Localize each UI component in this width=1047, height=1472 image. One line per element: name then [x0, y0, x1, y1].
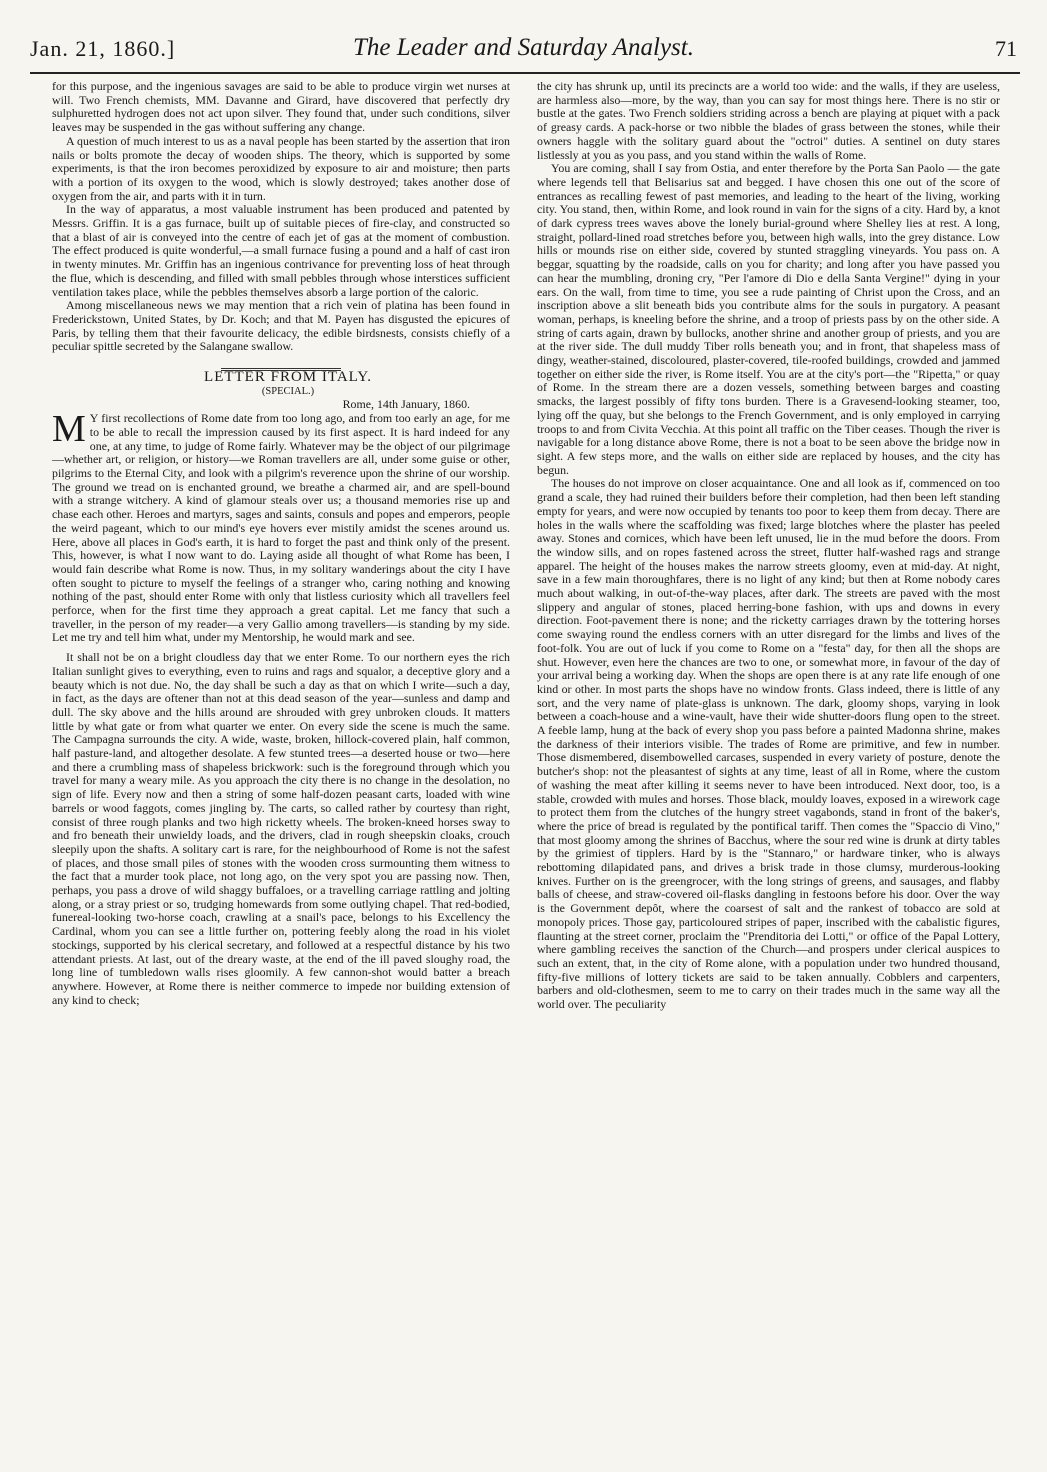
- drop-cap: M: [52, 408, 86, 451]
- paragraph: Among miscellaneous news we may mention that a rich vein of platina has been found in Frederickstown, United States, by Dr. Koch; and that M. Payen has disgusted the epicures of Paris, by telling them that their favourite delicacy, the edible birdsnests, consists chiefly of a peculiar spittle secreted by the Salangane swallow.: [52, 298, 510, 354]
- paragraph: The houses do not improve on closer acquaintance. One and all look as if, commenced on too grand a scale, they had ruined their builders before their completion, had then been left standing empty for years, and were now occupied by tenants too poor to keep them from decay. There are holes in the walls where the scaffolding was fixed; large blotches where the plaster has peeled away. Stones and cornices, which have been left unused, lie in the mud before the doors. From the window sills, and on ropes fastened across the street, flutter half-washed rags and strange apparel. The height of the houses makes the narrow streets gloomy, even at mid-day. At night, save in a few main thoroughfares, there is no light of any kind; but then at Rome nobody cares much about walking, in out-of-the-way places, after dark. The streets are paved with the most slippery and angular of stones, placed herring-bone fashion, with ups and downs in every direction. Foot-pavement there is none; and the ricketty carriages drawn by the tottering horses come swaying round the endless corners with an utter disregard for the limbs and lives of the foot-folk. You are out of luck if you come to Rome on a "festa" day, for then all the shops are shut. However, even here the chances are two to one, or somewhat more, in favour of the day of your arrival being a working day. When the shops are open there is at any rate life enough of one kind or other. In most parts the shops have no window fronts. Glass indeed, there is little of any sort, and the very name of plate-glass is unknown. The dark, gloomy shops, varying in look between a coach-house and a wine-vault, have their wide shutter-doors flung open to the street. A feeble lamp, hung at the back of every shop you pass before a painted Madonna shrine, makes the darkness of their interiors visible. The trades of Rome are primitive, and few in number. Those dismembered, disembowelled carcases, suspended in every variety of posture, denote the butcher's shop: not the pleasantest of sights at any time, least of all in Rome, where the custom of washing the meat after killing it seems never to have been introduced. Next door, too, is a stable, crowded with mules and horses. Those black, mouldy loaves, exposed in a wirework cage to protect them from the clutches of the hungry street vagabonds, stand in front of the baker's, where the price of bread is regulated by the pontifical tariff. Then comes the "Spaccio di Vino," that most gloomy among the shrines of Bacchus, where the sour red wine is drunk at dirty tables by the grimiest of tipplers. Hard by is the "Stannaro," or hardware tinker, who is always rebottoming dilapidated pans, and drives a brisk trade in those clumsy, murderous-looking knives. Further on is the greengrocer, with the long strings of greens, and sausages, and flabby balls of cheese, and straw-covered oil-flasks dangling in festoons before his door. Over the way is the Government depôt, where the coarsest of salt and the rankest of tobacco are sold at monopoly prices. Those gay, particoloured stripes of paper, inscribed with the cabalistic figures, flaunting at the street corner, proclaim the "Prenditoria dei Lotti," or office of the Papal Lottery, where gambling receives the sanction of the Church—and prospers under clerical auspices to such an extent, that, in the city of Rome alone, with a population under two hundred thousand, fifty-five millions of lottery tickets are said to be taken annually. Cobblers and carpenters, barbers and old-clothesmen, seem to me to carry on their trades much in the same way all the world over. The peculiarity: [537, 476, 1000, 1012]
- letter-paragraph: It shall not be on a bright cloudless day that we enter Rome. To our northern eyes the rich Italian sunlight gives to everything, even to ruins and rags and squalor, a deceptive glory and a beauty which is not due. No, the day shall be such a day as that on which I write—such a day, in fact, as the days are oftener than not at this dead season of the year—sunless and damp and dull. The sky above and the hills around are shrouded with grey unbroken clouds. It matters little by what gate or from what quarter we enter. On every side the scene is much the same. The Campagna surrounds the city. A wide, waste, broken, hillock-covered plain, half common, half pasture-land, and altogether desolate. A few stunted trees—a deserted house or two—here and there a crumbling mass of shapeless brickwork: such is the foreground through which you travel for many a weary mile. As you approach the city there is no change in the desolation, no sign of life. Every now and then a string of some half-dozen peasant carts, loaded with wine barrels or wood faggots, comes jingling by. The carts, so called rather by courtesy than right, consist of three rough planks and two high ricketty wheels. The broken-kneed horses sway to and fro beneath their unwieldy loads, and the drivers, clad in rough sheepskin cloaks, crouch sleepily upon the shafts. A solitary cart is rare, for the neighbourhood of Rome is not the safest of places, and those small piles of stones with the wooden cross surmounting them witness to the fact that a murder took place, not long ago, on the very spot you are passing now. Then, perhaps, you pass a drove of wild shaggy buffaloes, or a travelling carriage rattling and jolting along, or a stray priest or so, trudging homewards from some outlying chapel. That red-bodied, funereal-looking two-horse coach, crawling at a snail's pace, belongs to his Excellency the Cardinal, whom you can see a little further on, pottering feebly along the road in his violet stockings, supported by his clerical secretary, and followed at a respectful distance by his two attendant priests. At last, out of the dreary waste, at the end of the ill paved sloughy road, the long line of tumbledown walls rises gloomily. A few cannon-shot would batter a breach anywhere. However, at Rome there is neither commerce to impede nor building extension of any kind to check;: [52, 650, 510, 1007]
- header-rule: [30, 72, 1020, 74]
- left-column: [52, 80, 510, 1450]
- page-header: [30, 34, 1017, 70]
- paragraph: for this purpose, and the ingenious savages are said to be able to produce virgin wet nurses at will. Two French chemists, MM. Davanne and Girard, have discovered that perfectly dry sulphuretted hydrogen does not act upon silver. They found that, under such conditions, silver leaves may be suspended in the gas without suffering any change.: [52, 80, 510, 135]
- article-heading: LETTER FROM ITALY.: [204, 369, 372, 386]
- letter-paragraph: [52, 408, 510, 645]
- page-number: 71: [995, 36, 1017, 61]
- letter-text: Y first recollections of Rome date from too long ago, and from too early an age, for me to be able to recall the impression caused by its first aspect. It is hard indeed for any one, at any time, to judge of Rome fairly. Whatever may be the object of our pilgrimage—whether art, or religion, or history—we Roman travellers are all, under some guise or other, pilgrims to the Eternal City, and look with a pilgrim's reverence upon the shrine of our worship. The ground we tread on is enchanted ground, we breathe a charmed air, and are spell-bound with a strange witchery. A kind of glamour steals over us; a thousand memories rise up and chase each other. Heroes and martyrs, sages and saints, consuls and popes and emperors, people the weird pageant, which to our mind's eye hovers ever mistily amidst the scenes around us. Here, above all places in God's earth, it is hard to forget the past and think only of the present. This, however, is what I now want to do. Laying aside all thought of what Rome has been, I would fain describe what Rome is now. Thus, in my solitary wanderings about the city I have often sought to picture to myself the feelings of a stranger who, caring nothing and knowing nothing of the past, should enter Rome with only that listless curiosity which all travellers feel perforce, when for the first time they approach a great capital. Let me fancy that such a traveller, in the person of my reader—a very Gallio among travellers—is standing by my side. Let me try and tell him what, under my Mentorship, he would mark and see.: [52, 411, 510, 645]
- article-special: (SPECIAL.): [261, 385, 315, 397]
- article-dateline: Rome, 14th January, 1860.: [342, 397, 470, 412]
- issue-date: Jan. 21, 1860.]: [30, 36, 176, 61]
- paragraph: In the way of apparatus, a most valuable instrument has been produced and patented by Messrs. Griffin. It is a gas furnace, built up of suitable pieces of fire-clay, and constructed so that a blast of air is conveyed into the centre of each jet of gas at the moment of combustion. The effect produced is quite wonderful,—a small furnace fusing a pound and a half of cast iron in twenty minutes. Mr. Griffin has an ingenious contrivance for preventing loss of heat through the flue, which is descending, and filled with small pebbles through whose interstices sufficient ventilation takes place, while the pebbles themselves absorb a large portion of the caloric.: [52, 202, 510, 299]
- publication-title: The Leader and Saturday Analyst.: [353, 34, 694, 61]
- right-column: [537, 80, 1000, 1450]
- paragraph: the city has shrunk up, until its precincts are a world too wide: and the walls, if they are useless, are harmless also—more, by the way, than you can say for most things here. There is no stir or bustle at the gates. Two French soldiers striding across a bench are playing at piquet with a pack of greasy cards. A pack-horse or two nibble the blades of grass between the stones, while their owners haggle with the solitary guard about the "octroi" duties. A sentinel on duty stares listlessly at you as you pass, and you stand within the walls of Rome.: [537, 80, 1000, 162]
- paragraph: A question of much interest to us as a naval people has been started by the assertion that iron nails or bolts promote the decay of wooden ships. The theory, which is supported by some experiments, is that the iron becomes peroxidized by exposure to air and moisture; then parts with a portion of its oxygen to the wood, which is slowly destroyed; takes another dose of oxygen from the air, and parts with it in turn.: [52, 133, 510, 203]
- paragraph: You are coming, shall I say from Ostia, and enter therefore by the Porta San Paolo — the gate where legends tell that Belisarius sat and begged. I have chosen this one out of the score of entrances as recalling fewest of past memories, and leading to the heart of the living, working city. You stand, then, within Rome, and look round in vain for the signs of a city. Hard by, a knot of dark cypress trees waves above the lonely burial-ground where Shelley lies at rest. A long, straight, pollard-lined road stretches before you, between high walls, into the grey distance. Low hills or mounds rise on either side, covered by stunted straggling vineyards. You pass on. A beggar, squatting by the roadside, calls on you for charity; and long after you have passed you can hear the mumbling, droning cry, "Per l'amore di Dio e della Santa Vergine!" dying in your ears. On the wall, from time to time, you see a rude painting of Christ upon the Cross, and an inscription above a slit beneath bids you contribute alms for the souls in purgatory. A peasant woman, perhaps, is kneeling before the shrine, and a troop of priests pass by on the other side. A string of carts again, drawn by bullocks, another shrine and another group of priests, and you are at the river side. The dull muddy Tiber rolls beneath you; and in front, that shapeless mass of dingy, weather-stained, discoloured, plaster-covered, tile-roofed buildings, crowded and jammed together on either side the river, is Rome itself. You are at the city's port—the "Ripetta," or quay of Rome. In the stream there are a dozen vessels, something between barges and coasting smacks, the largest possibly of fifty tons burden. There is a Gravesend-looking steamer, too, lying off the quay, but she belongs to the French Government, and is only employed in carrying troops to and from Civita Vecchia. At this point all traffic on the Tiber ceases. Though the river is navigable for a long distance above Rome, there is not a boat to be seen above the bridge now in sight. A few steps more, and the walls on either side are replaced by houses, and the city has begun.: [537, 161, 1000, 477]
